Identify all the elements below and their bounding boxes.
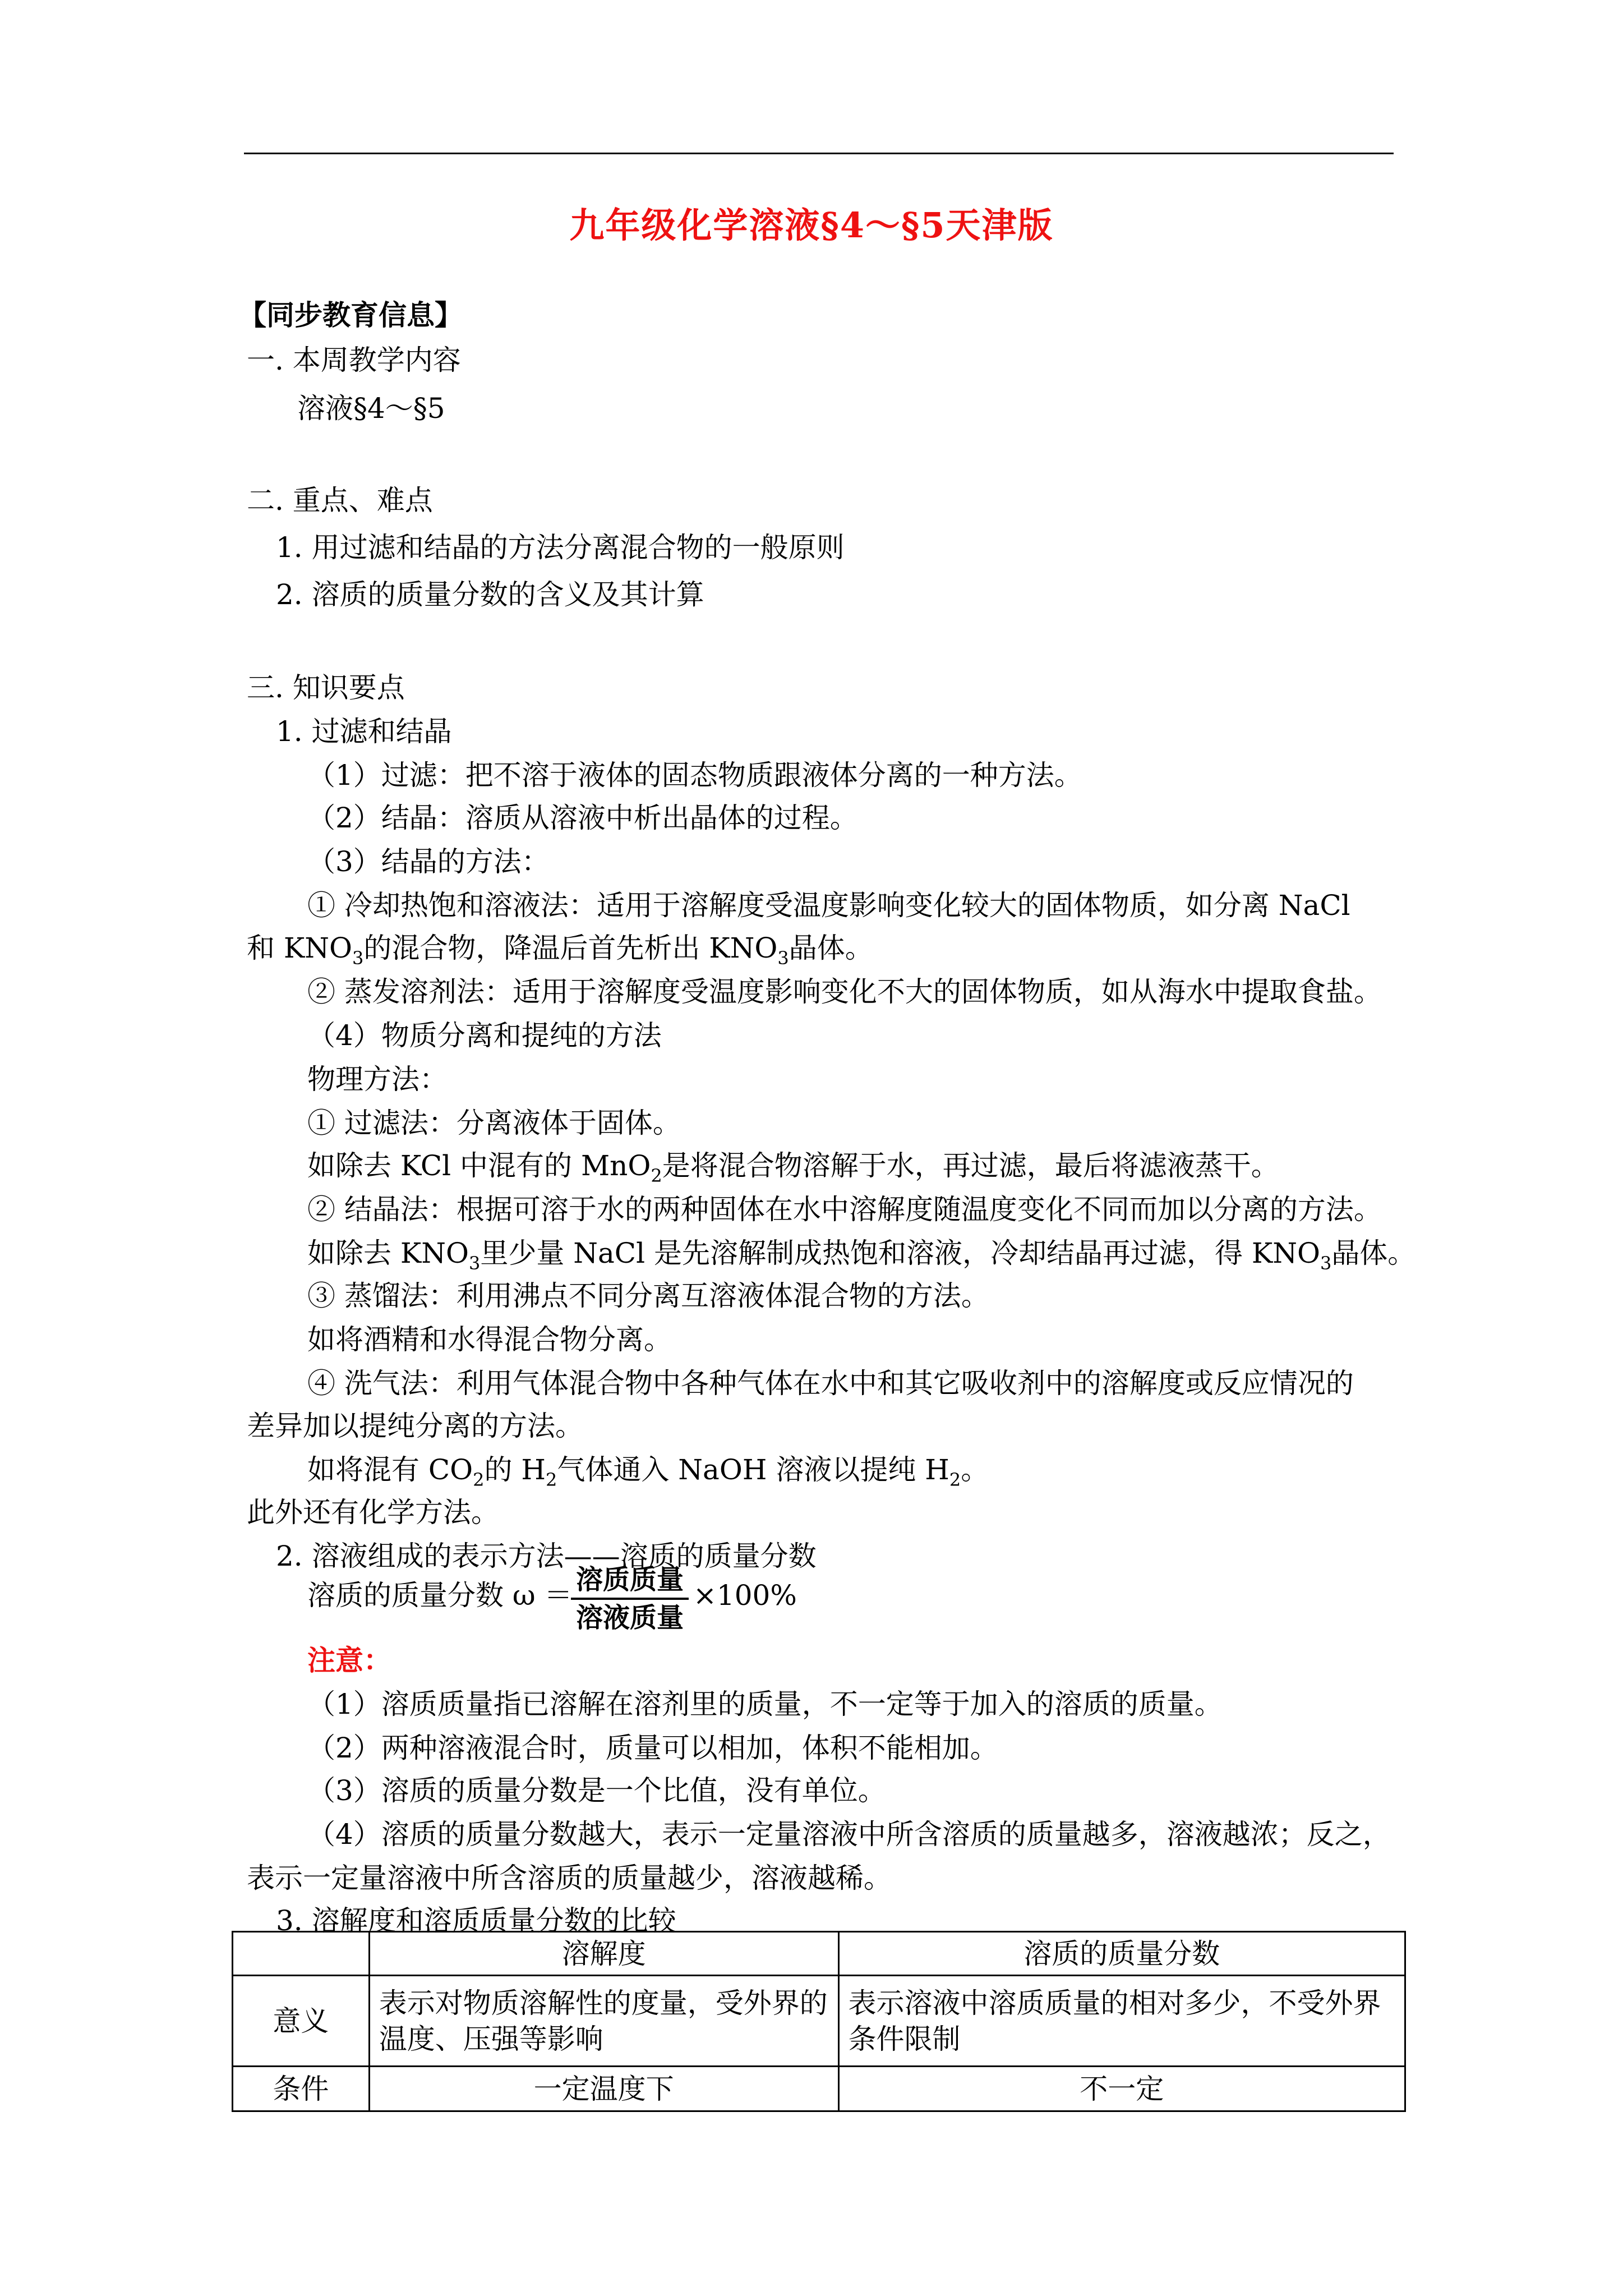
p1-methods-heading: （3）结晶的方法： <box>307 845 550 878</box>
header-rule <box>244 153 1394 154</box>
formula-numerator: 溶质质量 <box>575 1564 684 1595</box>
comparison-table <box>232 1931 1406 2112</box>
p1-chem: 此外还有化学方法。 <box>247 1496 499 1529</box>
table-row <box>233 1976 1405 2067</box>
note-2: （2）两种溶液混合时，质量可以相加，体积不能相加。 <box>307 1732 998 1764</box>
s2-item-2: 2. 溶质的质量分数的含义及其计算 <box>276 578 704 611</box>
fraction-bar <box>571 1598 689 1600</box>
p3-heading: 3. 溶解度和溶质质量分数的比较 <box>276 1904 676 1937</box>
p1-f2-example: 如除去 $KNO_3$里少量 NaCl 是先溶解制成热饱和溶液，冷却结晶再过滤，得 $KNO_3$晶体。 <box>307 1237 1416 1274</box>
table-row <box>233 1932 1405 1976</box>
table-row-label-meaning: 意义 <box>233 1976 370 2067</box>
s2-item-1: 1. 用过滤和结晶的方法分离混合物的一般原则 <box>276 531 845 564</box>
table-header-solubility: 溶解度 <box>369 1932 838 1976</box>
note-label: 注意： <box>307 1644 391 1677</box>
table-corner-cell <box>233 1932 370 1976</box>
note-4: （4）溶质的质量分数越大，表示一定量溶液中所含溶质的质量越多，溶液越浓；反之， <box>307 1818 1391 1851</box>
table-cell: 不一定 <box>838 2067 1405 2111</box>
p2-heading: 2. 溶液组成的表示方法——溶质的质量分数 <box>276 1540 817 1572</box>
s1-heading: 一. 本周教学内容 <box>247 344 461 376</box>
table-header-mass-fraction: 溶质的质量分数 <box>838 1932 1405 1976</box>
p1-method-1-cont: 和 $KNO_3$的混合物，降温后首先析出 $KNO_3$晶体。 <box>247 932 873 969</box>
p1-f4-example: 如将混有 $CO_2$的 $H_2$气体通入 NaOH 溶液以提纯 $H_2$。 <box>307 1453 989 1490</box>
table-cell: 一定温度下 <box>369 2067 838 2111</box>
note-4-cont: 表示一定量溶液中所含溶质的质量越少，溶液越稀。 <box>247 1862 892 1894</box>
table-row <box>233 2067 1405 2111</box>
p1-f4-cont: 差异加以提纯分离的方法。 <box>247 1410 583 1442</box>
document-title: 九年级化学溶液§4～§5天津版 <box>569 205 1054 246</box>
p1-f1-example: 如除去 KCl 中混有的 MnO$_2$是将混合物溶解于水，再过滤，最后将滤液蒸干。 <box>307 1149 1279 1186</box>
p1-method-2: ② 蒸发溶剂法：适用于溶解度受温度影响变化不大的固体物质，如从海水中提取食盐。 <box>307 976 1382 1008</box>
note-3: （3）溶质的质量分数是一个比值，没有单位。 <box>307 1774 886 1807</box>
table-cell: 表示对物质溶解性的度量，受外界的温度、压强等影响 <box>369 1976 838 2067</box>
p1-phys: 物理方法： <box>307 1063 448 1096</box>
p1-crystal: （2）结晶：溶质从溶液中析出晶体的过程。 <box>307 802 858 834</box>
p1-f2: ② 结晶法：根据可溶于水的两种固体在水中溶解度随温度变化不同而加以分离的方法。 <box>307 1193 1382 1226</box>
formula-left: 溶质的质量分数 ω ＝ <box>307 1579 573 1612</box>
p1-f3: ③ 蒸馏法：利用沸点不同分离互溶液体混合物的方法。 <box>307 1280 989 1312</box>
p1-filter: （1）过滤：把不溶于液体的固态物质跟液体分离的一种方法。 <box>307 759 1082 792</box>
note-1: （1）溶质质量指已溶解在溶剂里的质量，不一定等于加入的溶质的质量。 <box>307 1688 1223 1720</box>
section-header: 【同步教育信息】 <box>238 298 463 332</box>
p1-heading: 1. 过滤和结晶 <box>276 715 452 748</box>
p1-sep-heading: （4）物质分离和提纯的方法 <box>307 1019 662 1052</box>
formula-fraction <box>571 1563 689 1635</box>
table-cell: 表示溶液中溶质质量的相对多少，不受外界条件限制 <box>838 1976 1405 2067</box>
s1-content: 溶液§4～§5 <box>297 392 445 425</box>
s3-heading: 三. 知识要点 <box>247 671 405 704</box>
p1-method-1: ① 冷却热饱和溶液法：适用于溶解度受温度影响变化较大的固体物质，如分离 NaCl <box>307 889 1350 922</box>
s2-heading: 二. 重点、难点 <box>247 484 433 517</box>
p1-f4: ④ 洗气法：利用气体混合物中各种气体在水中和其它吸收剂中的溶解度或反应情况的 <box>307 1367 1354 1400</box>
formula-denominator: 溶液质量 <box>575 1602 684 1634</box>
p1-f1: ① 过滤法：分离液体于固体。 <box>307 1107 681 1139</box>
table-row-label-condition: 条件 <box>233 2067 370 2111</box>
formula-right: ×100% <box>693 1579 797 1612</box>
p1-f3-example: 如将酒精和水得混合物分离。 <box>307 1323 672 1356</box>
